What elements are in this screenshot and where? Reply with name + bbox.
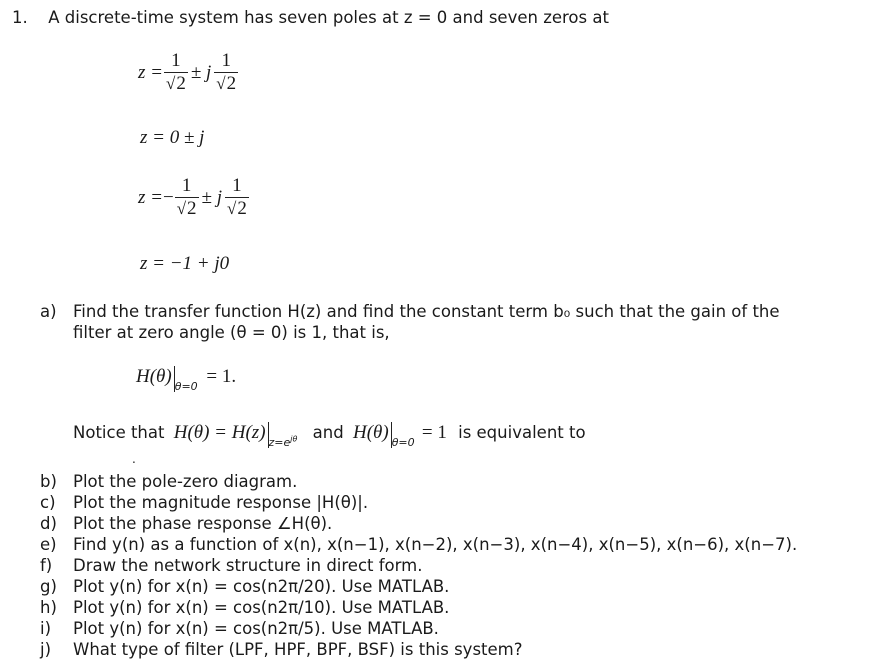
part-j: j) What type of filter (LPF, HPF, BPF, BSF) is this system? (40, 640, 523, 659)
zero-eq-4: z = −1 + j0 (140, 253, 230, 274)
part-h: h) Plot y(n) for x(n) = cos(n2π/10). Use MATLAB. (40, 598, 450, 617)
part-a-line2: filter at zero angle (θ = 0) is 1, that is, (73, 323, 390, 342)
zero-eq-1-lhs: z = (138, 61, 163, 83)
problem-intro: A discrete-time system has seven poles at z = 0 and seven zeros at (48, 8, 609, 27)
fraction-1a: $\frac{1}{√2}$ (165, 50, 186, 94)
zero-eq-3-sign: − (162, 186, 174, 208)
fraction-3a: $\frac{1}{√2}$ (176, 175, 197, 219)
stray-dot: . (132, 452, 136, 466)
part-g: g) Plot y(n) for x(n) = cos(n2π/20). Use MATLAB. (40, 577, 450, 596)
zero-eq-3-pm: ± j (201, 186, 222, 208)
zero-eq-1-pm: ± j (190, 61, 212, 83)
fraction-1b: $\frac{1}{√2}$ (216, 50, 237, 94)
part-b: b) Plot the pole-zero diagram. (40, 472, 298, 491)
gain-equation: H(θ) $_{\theta=0}$ = 1. (136, 366, 237, 393)
part-f: f) Draw the network structure in direct form. (40, 556, 423, 575)
part-a-line1: a) Find the transfer function H(z) and find the constant term b₀ such that the gain of the (40, 302, 780, 321)
part-d: d) Plot the phase response ∠H(θ). (40, 514, 333, 533)
part-i: i) Plot y(n) for x(n) = cos(n2π/5). Use MATLAB. (40, 619, 439, 638)
fraction-3b: $\frac{1}{√2}$ (227, 175, 247, 219)
part-c: c) Plot the magnitude response |H(θ)|. (40, 493, 369, 512)
problem-header (12, 8, 609, 27)
problem-number: 1. (12, 8, 28, 27)
part-e: e) Find y(n) as a function of x(n), x(n−1), x(n−2), x(n−3), x(n−4), x(n−5), x(n−6), x(n−7). (40, 535, 798, 554)
part-a-label: a) (40, 302, 57, 321)
notice-line: Notice that H(θ) = H(z) $_{z=e^{j\theta}}$ and H(θ) $_{\theta=0}$ = 1 is equivalent to (73, 422, 586, 449)
zero-eq-1 (138, 50, 239, 95)
zero-eq-3 (138, 175, 250, 220)
zero-eq-2: z = 0 ± j (140, 127, 205, 148)
zero-eq-3-lhs: z = (138, 186, 163, 208)
